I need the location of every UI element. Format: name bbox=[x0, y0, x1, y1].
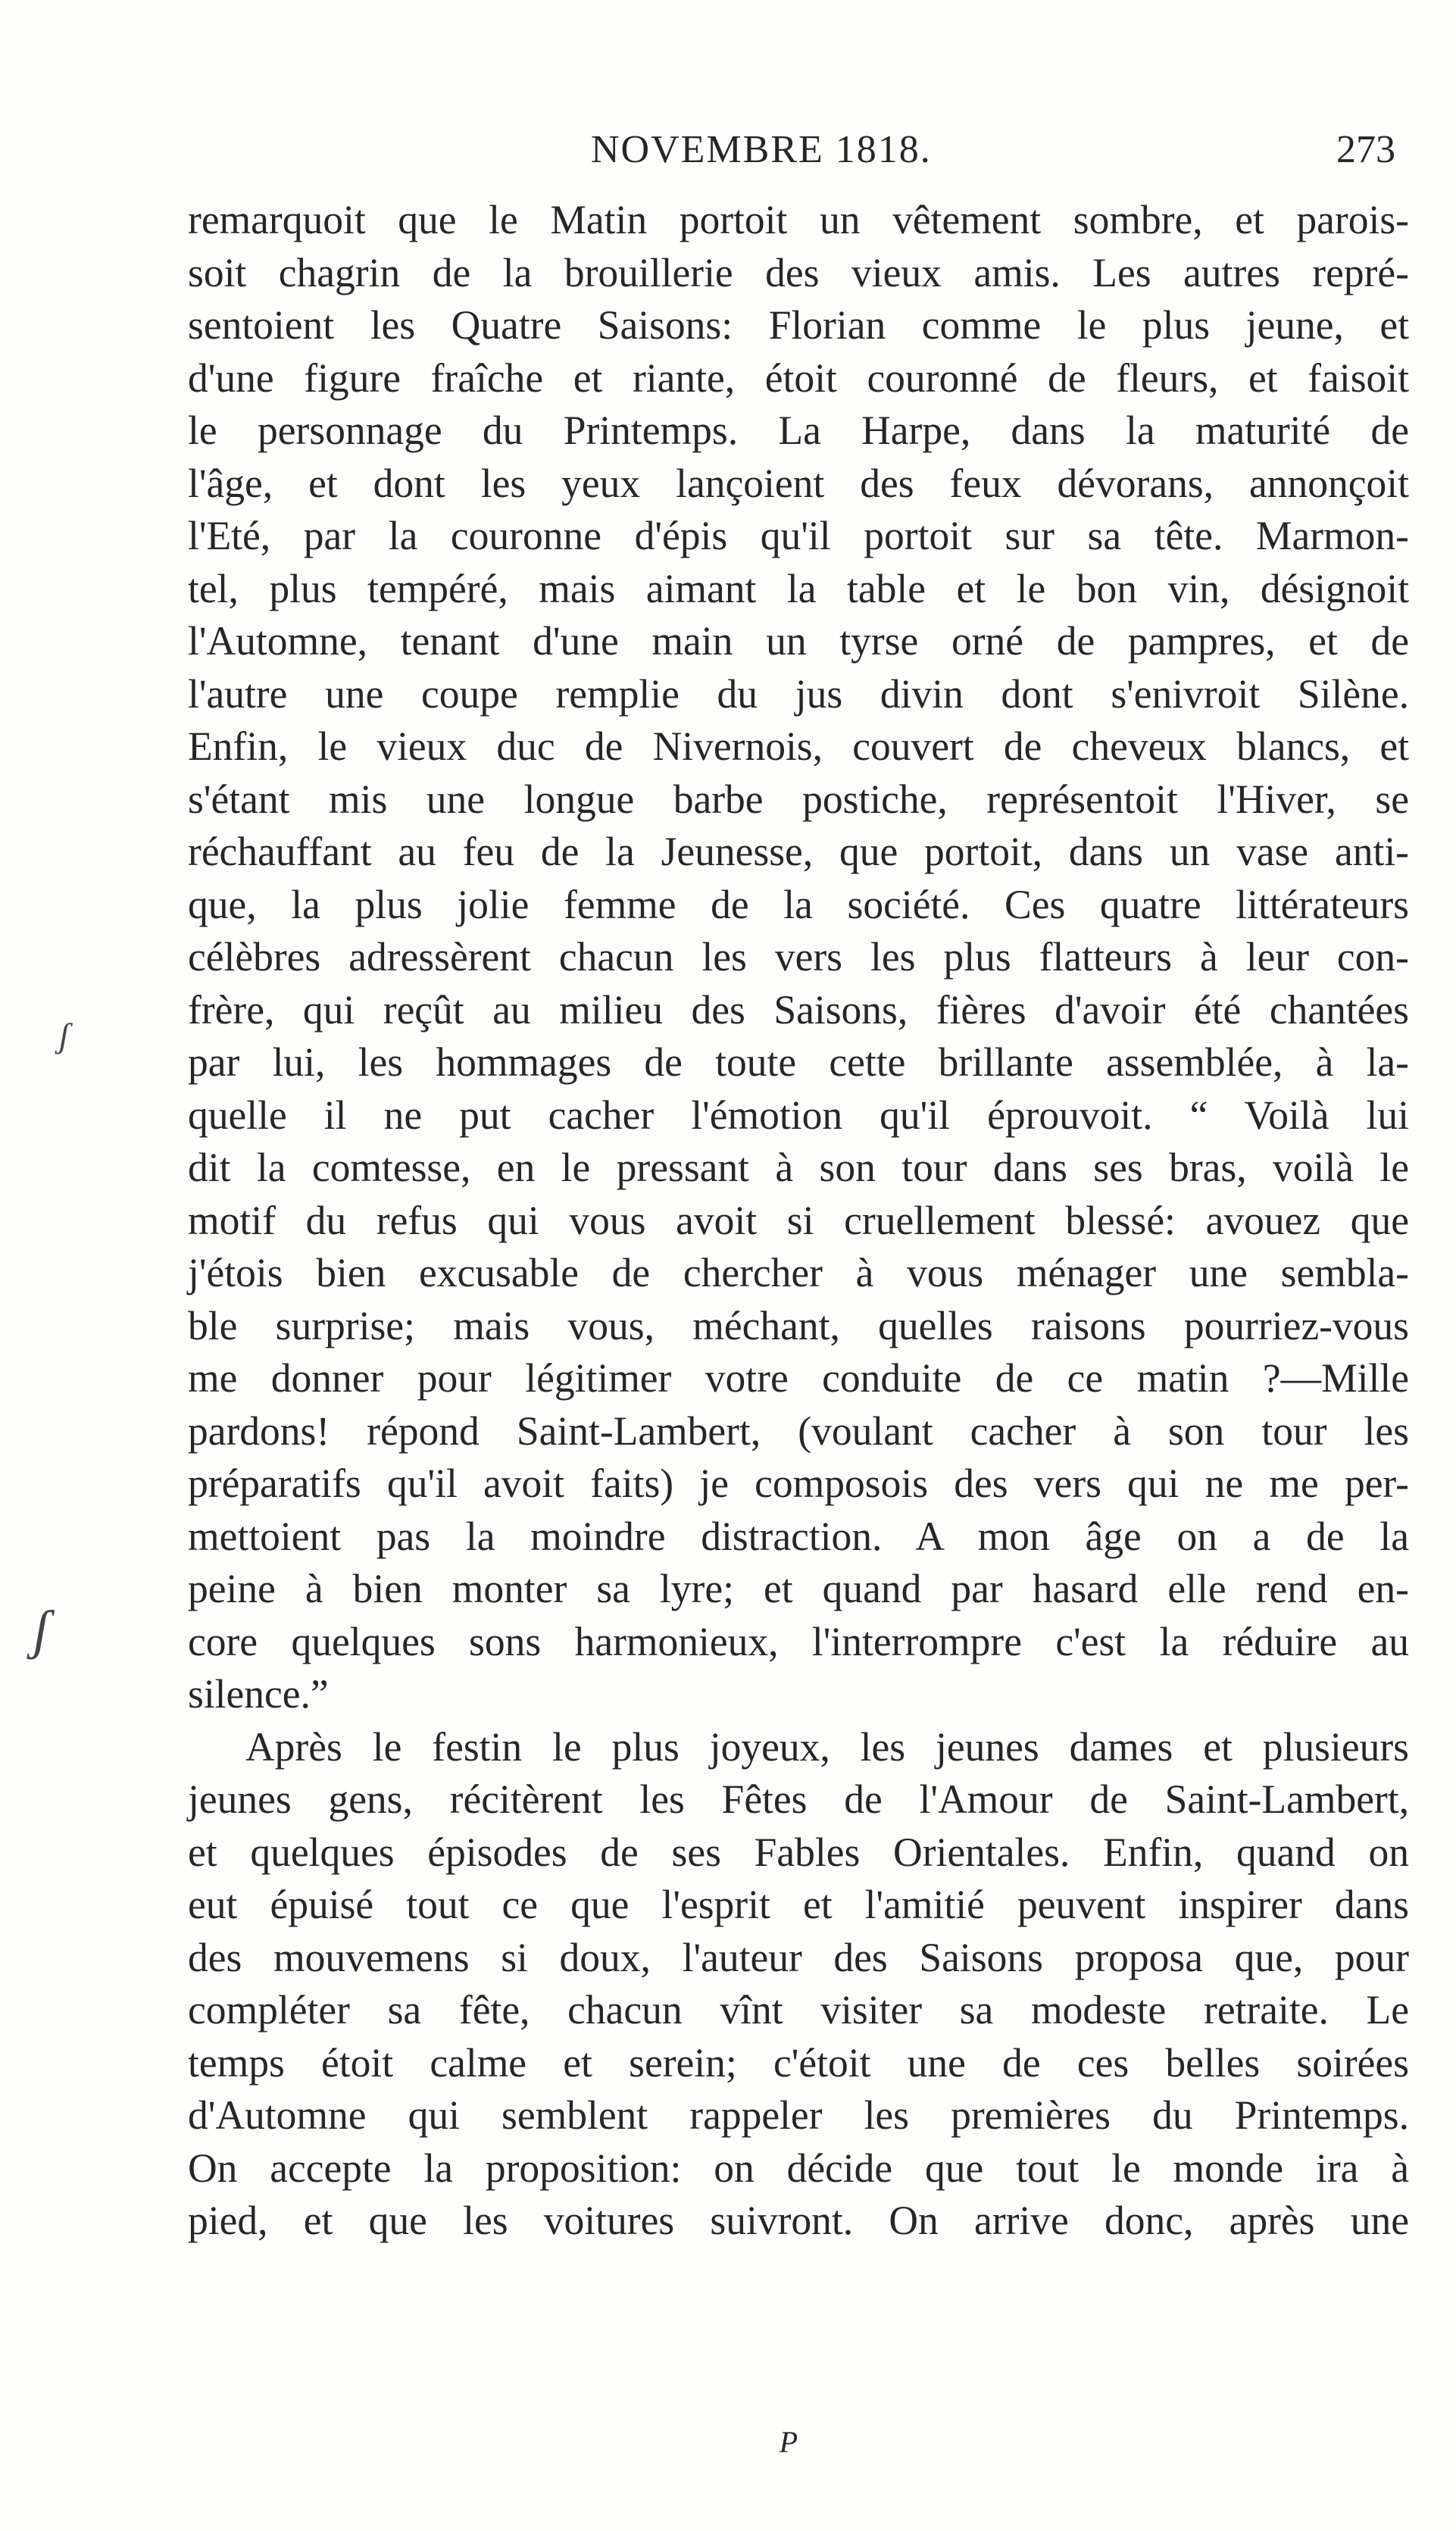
margin-ink-mark: ʃ bbox=[59, 1016, 70, 1055]
text-line: l'Eté, par la couronne d'épis qu'il portoit sur sa tête. Marmon- bbox=[188, 513, 1409, 558]
text-line: sentoient les Quatre Saisons: Florian comme le plus jeune, et bbox=[188, 302, 1409, 348]
text-line: mettoient pas la moindre distraction. A mon âge on a de la bbox=[188, 1513, 1409, 1559]
text-line: Enfin, le vieux duc de Nivernois, couvert de cheveux blancs, et bbox=[188, 723, 1409, 769]
text-line: et quelques épisodes de ses Fables Orientales. Enfin, quand on bbox=[188, 1829, 1409, 1875]
text-line: l'autre une coupe remplie du jus divin dont s'enivroit Silène. bbox=[188, 670, 1409, 717]
text-line: soit chagrin de la brouillerie des vieux amis. Les autres repré- bbox=[188, 249, 1409, 295]
paragraph-start-line: Après le festin le plus joyeux, les jeunes dames et plusieurs bbox=[245, 1723, 1409, 1770]
text-line: jeunes gens, récitèrent les Fêtes de l'Amour de Saint-Lambert, bbox=[188, 1776, 1409, 1822]
text-line: motif du refus qui vous avoit si cruellement blessé: avouez que bbox=[188, 1197, 1409, 1243]
body-text bbox=[188, 194, 1409, 2248]
text-line: me donner pour légitimer votre conduite de ce matin ?—Mille bbox=[188, 1355, 1409, 1401]
paragraph-end-line: silence.” bbox=[188, 1671, 329, 1717]
text-line: par lui, les hommages de toute cette brillante assemblée, à la- bbox=[188, 1039, 1409, 1085]
text-line: que, la plus jolie femme de la société. Ces quatre littérateurs bbox=[188, 881, 1409, 927]
text-line: temps étoit calme et serein; c'étoit une de ces belles soirées bbox=[188, 2039, 1409, 2086]
text-line: dit la comtesse, en le pressant à son tour dans ses bras, voilà le bbox=[188, 1145, 1409, 1190]
text-line: core quelques sons harmonieux, l'interrompre c'est la réduire au bbox=[188, 1618, 1409, 1664]
text-line: tel, plus tempéré, mais aimant la table et le bon vin, désignoit bbox=[188, 565, 1409, 611]
text-line: compléter sa fête, chacun vînt visiter sa modeste retraite. Le bbox=[188, 1987, 1409, 2033]
signature-mark: P bbox=[779, 2425, 798, 2459]
page-number: 273 bbox=[1336, 128, 1395, 171]
text-line: remarquoit que le Matin portoit un vêtement sombre, et parois- bbox=[188, 197, 1409, 242]
text-line: réchauffant au feu de la Jeunesse, que portoit, dans un vase anti- bbox=[188, 829, 1409, 874]
text-line: peine à bien monter sa lyre; et quand par hasard elle rend en- bbox=[188, 1566, 1409, 1611]
running-title: NOVEMBRE 1818. bbox=[591, 128, 932, 171]
text-line: pied, et que les voitures suivront. On arrive donc, après une bbox=[188, 2198, 1409, 2243]
text-line: d'une figure fraîche et riante, étoit couronné de fleurs, et faisoit bbox=[188, 355, 1409, 401]
text-line: célèbres adressèrent chacun les vers les plus flatteurs à leur con- bbox=[188, 934, 1409, 980]
text-line: pardons! répond Saint-Lambert, (voulant cacher à son tour les bbox=[188, 1408, 1409, 1454]
text-line: le personnage du Printemps. La Harpe, dans la maturité de bbox=[188, 408, 1409, 453]
text-line: préparatifs qu'il avoit faits) je composois des vers qui ne me per- bbox=[188, 1461, 1409, 1506]
text-line: j'étois bien excusable de chercher à vous ménager une sembla- bbox=[188, 1250, 1409, 1295]
text-line: ble surprise; mais vous, méchant, quelles raisons pourriez-vous bbox=[188, 1302, 1409, 1348]
page-footer bbox=[0, 2424, 1456, 2460]
text-line: frère, qui reçût au milieu des Saisons, fières d'avoir été chantées bbox=[188, 986, 1409, 1033]
text-line: On accepte la proposition: on décide que tout le monde ira à bbox=[188, 2145, 1409, 2191]
running-header bbox=[189, 127, 1403, 188]
margin-ink-mark: ʃ bbox=[33, 1599, 49, 1660]
text-line: des mouvemens si doux, l'auteur des Saisons proposa que, pour bbox=[188, 1934, 1409, 1980]
text-line: eut épuisé tout ce que l'esprit et l'amitié peuvent inspirer dans bbox=[188, 1882, 1409, 1927]
text-line: quelle il ne put cacher l'émotion qu'il éprouvoit. “ Voilà lui bbox=[188, 1092, 1409, 1138]
text-line: l'âge, et dont les yeux lançoient des feux dévorans, annonçoit bbox=[188, 460, 1409, 506]
text-line: s'étant mis une longue barbe postiche, représentoit l'Hiver, se bbox=[188, 776, 1409, 822]
text-line: d'Automne qui semblent rappeler les premières du Printemps. bbox=[188, 2092, 1409, 2138]
text-line: l'Automne, tenant d'une main un tyrse orné de pampres, et de bbox=[188, 618, 1409, 664]
